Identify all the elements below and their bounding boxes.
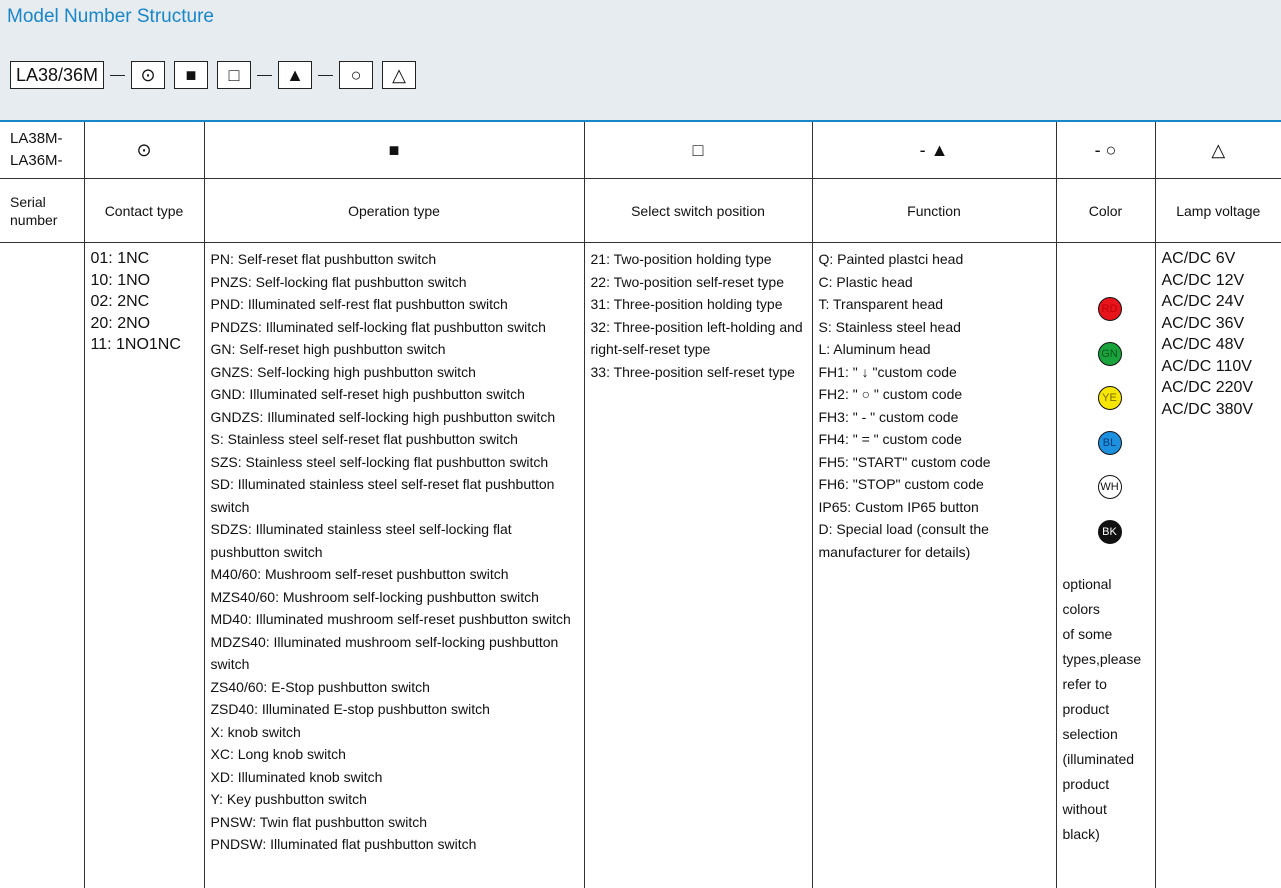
color-note-line: without (1063, 797, 1153, 822)
lamp-voltage-item: AC/DC 6V (1162, 248, 1276, 270)
function-item: FH3: " - " custom code (819, 406, 1050, 429)
operation-type-item: XC: Long knob switch (211, 743, 578, 766)
color-symbol-box: ○ (339, 61, 373, 89)
operation-type-item: GNDZS: Illuminated self-locking high pushbutton switch (211, 406, 578, 429)
operation-type-header: Operation type (204, 179, 584, 243)
model-prefix-cell (0, 121, 84, 179)
formula-dash (318, 75, 333, 76)
function-symbol: - ▲ (812, 121, 1056, 179)
color-note-line: colors (1063, 597, 1153, 622)
function-item: S: Stainless steel head (819, 316, 1050, 339)
function-item: L: Aluminum head (819, 338, 1050, 361)
lamp-symbol-box: △ (382, 61, 416, 89)
contact-symbol: ⊙ (84, 121, 204, 179)
lamp-voltage-item: AC/DC 12V (1162, 270, 1276, 292)
label-header-row (0, 179, 1281, 243)
color-dot-ye: YE (1098, 386, 1122, 410)
color-cell (1056, 243, 1155, 888)
lamp-voltage-item: AC/DC 24V (1162, 291, 1276, 313)
select-position-item: 31: Three-position holding type (591, 293, 806, 316)
function-item: IP65: Custom IP65 button (819, 496, 1050, 519)
operation-type-item: ZS40/60: E-Stop pushbutton switch (211, 676, 578, 699)
contact-type-item: 02: 2NC (91, 291, 198, 313)
function-item: FH1: " ↓ "custom code (819, 361, 1050, 384)
color-dot-rd: RD (1098, 297, 1122, 321)
lamp-voltage-item: AC/DC 36V (1162, 313, 1276, 335)
operation-type-item: S: Stainless steel self-reset flat pushbutton switch (211, 428, 578, 451)
select-position-item: 21: Two-position holding type (591, 248, 806, 271)
operation-type-item: PNSW: Twin flat pushbutton switch (211, 811, 578, 834)
lamp-voltage-header: Lamp voltage (1155, 179, 1281, 243)
color-note-line: refer to (1063, 672, 1153, 697)
function-symbol-box: ▲ (278, 61, 312, 89)
lamp-voltage-item: AC/DC 380V (1162, 399, 1276, 421)
contact-type-item: 11: 1NO1NC (91, 334, 198, 356)
function-item: T: Transparent head (819, 293, 1050, 316)
operation-symbol: ■ (204, 121, 584, 179)
operation-type-item: PND: Illuminated self-rest flat pushbutton switch (211, 293, 578, 316)
operation-type-item: MDZS40: Illuminated mushroom self-locking pushbutton switch (211, 631, 578, 676)
contact-type-cell (84, 243, 204, 888)
color-dot-bk: BK (1098, 520, 1122, 544)
function-item: FH2: " ○ " custom code (819, 383, 1050, 406)
model-prefix: LA38M- (10, 128, 84, 150)
contact-type-header: Contact type (84, 179, 204, 243)
operation-type-item: PNZS: Self-locking flat pushbutton switch (211, 271, 578, 294)
function-item: FH5: "START" custom code (819, 451, 1050, 474)
operation-type-item: SDZS: Illuminated stainless steel self-locking flat pushbutton switch (211, 518, 578, 563)
function-cell (812, 243, 1056, 888)
serial-cell (0, 243, 84, 888)
color-dot-bl: BL (1098, 431, 1122, 455)
lamp-voltage-item: AC/DC 48V (1162, 334, 1276, 356)
function-item: FH4: " = " custom code (819, 428, 1050, 451)
function-header: Function (812, 179, 1056, 243)
operation-type-item: X: knob switch (211, 721, 578, 744)
color-note-line: (illuminated (1063, 747, 1153, 772)
function-item: C: Plastic head (819, 271, 1050, 294)
select-position-cell (584, 243, 812, 888)
lamp-voltage-cell (1155, 243, 1281, 888)
contact-type-item: 10: 1NO (91, 270, 198, 292)
select-symbol-box: □ (217, 61, 251, 89)
function-item: D: Special load (consult the manufacturer for details) (819, 518, 1050, 563)
operation-type-item: PNDZS: Illuminated self-locking flat pushbutton switch (211, 316, 578, 339)
operation-symbol-box: ■ (174, 61, 208, 89)
color-dot-wh: WH (1098, 475, 1122, 499)
color-note-line: product (1063, 697, 1153, 722)
operation-type-item: GNZS: Self-locking high pushbutton switch (211, 361, 578, 384)
color-symbol: - ○ (1056, 121, 1155, 179)
operation-type-item: PN: Self-reset flat pushbutton switch (211, 248, 578, 271)
color-header: Color (1056, 179, 1155, 243)
color-note-line: optional (1063, 572, 1153, 597)
operation-type-item: SD: Illuminated stainless steel self-reset flat pushbutton switch (211, 473, 578, 518)
serial-number-header: Serial number (0, 179, 84, 243)
select-position-header: Select switch position (584, 179, 812, 243)
operation-type-item: SZS: Stainless steel self-locking flat pushbutton switch (211, 451, 578, 474)
operation-type-item: M40/60: Mushroom self-reset pushbutton switch (211, 563, 578, 586)
contact-type-item: 01: 1NC (91, 248, 198, 270)
page-title: Model Number Structure (7, 6, 214, 28)
operation-type-item: ZSD40: Illuminated E-stop pushbutton switch (211, 698, 578, 721)
contact-type-item: 20: 2NO (91, 313, 198, 335)
header-band (0, 0, 1281, 120)
operation-type-item: MD40: Illuminated mushroom self-reset pushbutton switch (211, 608, 578, 631)
function-item: Q: Painted plastci head (819, 248, 1050, 271)
select-symbol: □ (584, 121, 812, 179)
model-prefix-box: LA38/36M (10, 61, 104, 89)
operation-type-item: GN: Self-reset high pushbutton switch (211, 338, 578, 361)
model-structure-table (0, 120, 1281, 888)
color-dot-gn: GN (1098, 342, 1122, 366)
symbol-header-row (0, 121, 1281, 179)
select-position-item: 22: Two-position self-reset type (591, 271, 806, 294)
operation-type-item: Y: Key pushbutton switch (211, 788, 578, 811)
select-position-item: 32: Three-position left-holding and right-self-reset type (591, 316, 806, 361)
formula-dash (110, 75, 125, 76)
content-row (0, 243, 1281, 888)
model-prefix: LA36M- (10, 150, 84, 172)
operation-type-item: PNDSW: Illuminated flat pushbutton switch (211, 833, 578, 856)
color-note-line: product (1063, 772, 1153, 797)
function-item: FH6: "STOP" custom code (819, 473, 1050, 496)
color-note (1063, 572, 1153, 847)
operation-type-cell (204, 243, 584, 888)
select-position-item: 33: Three-position self-reset type (591, 361, 806, 384)
formula-dash (257, 75, 272, 76)
contact-symbol-box: ⊙ (131, 61, 165, 89)
lamp-symbol: △ (1155, 121, 1281, 179)
color-note-line: selection (1063, 722, 1153, 747)
lamp-voltage-item: AC/DC 220V (1162, 377, 1276, 399)
model-formula (10, 61, 416, 89)
operation-type-item: MZS40/60: Mushroom self-locking pushbutton switch (211, 586, 578, 609)
color-note-line: of some (1063, 622, 1153, 647)
color-note-line: black) (1063, 822, 1153, 847)
operation-type-item: GND: Illuminated self-reset high pushbutton switch (211, 383, 578, 406)
operation-type-item: XD: Illuminated knob switch (211, 766, 578, 789)
lamp-voltage-item: AC/DC 110V (1162, 356, 1276, 378)
color-note-line: types,please (1063, 647, 1153, 672)
